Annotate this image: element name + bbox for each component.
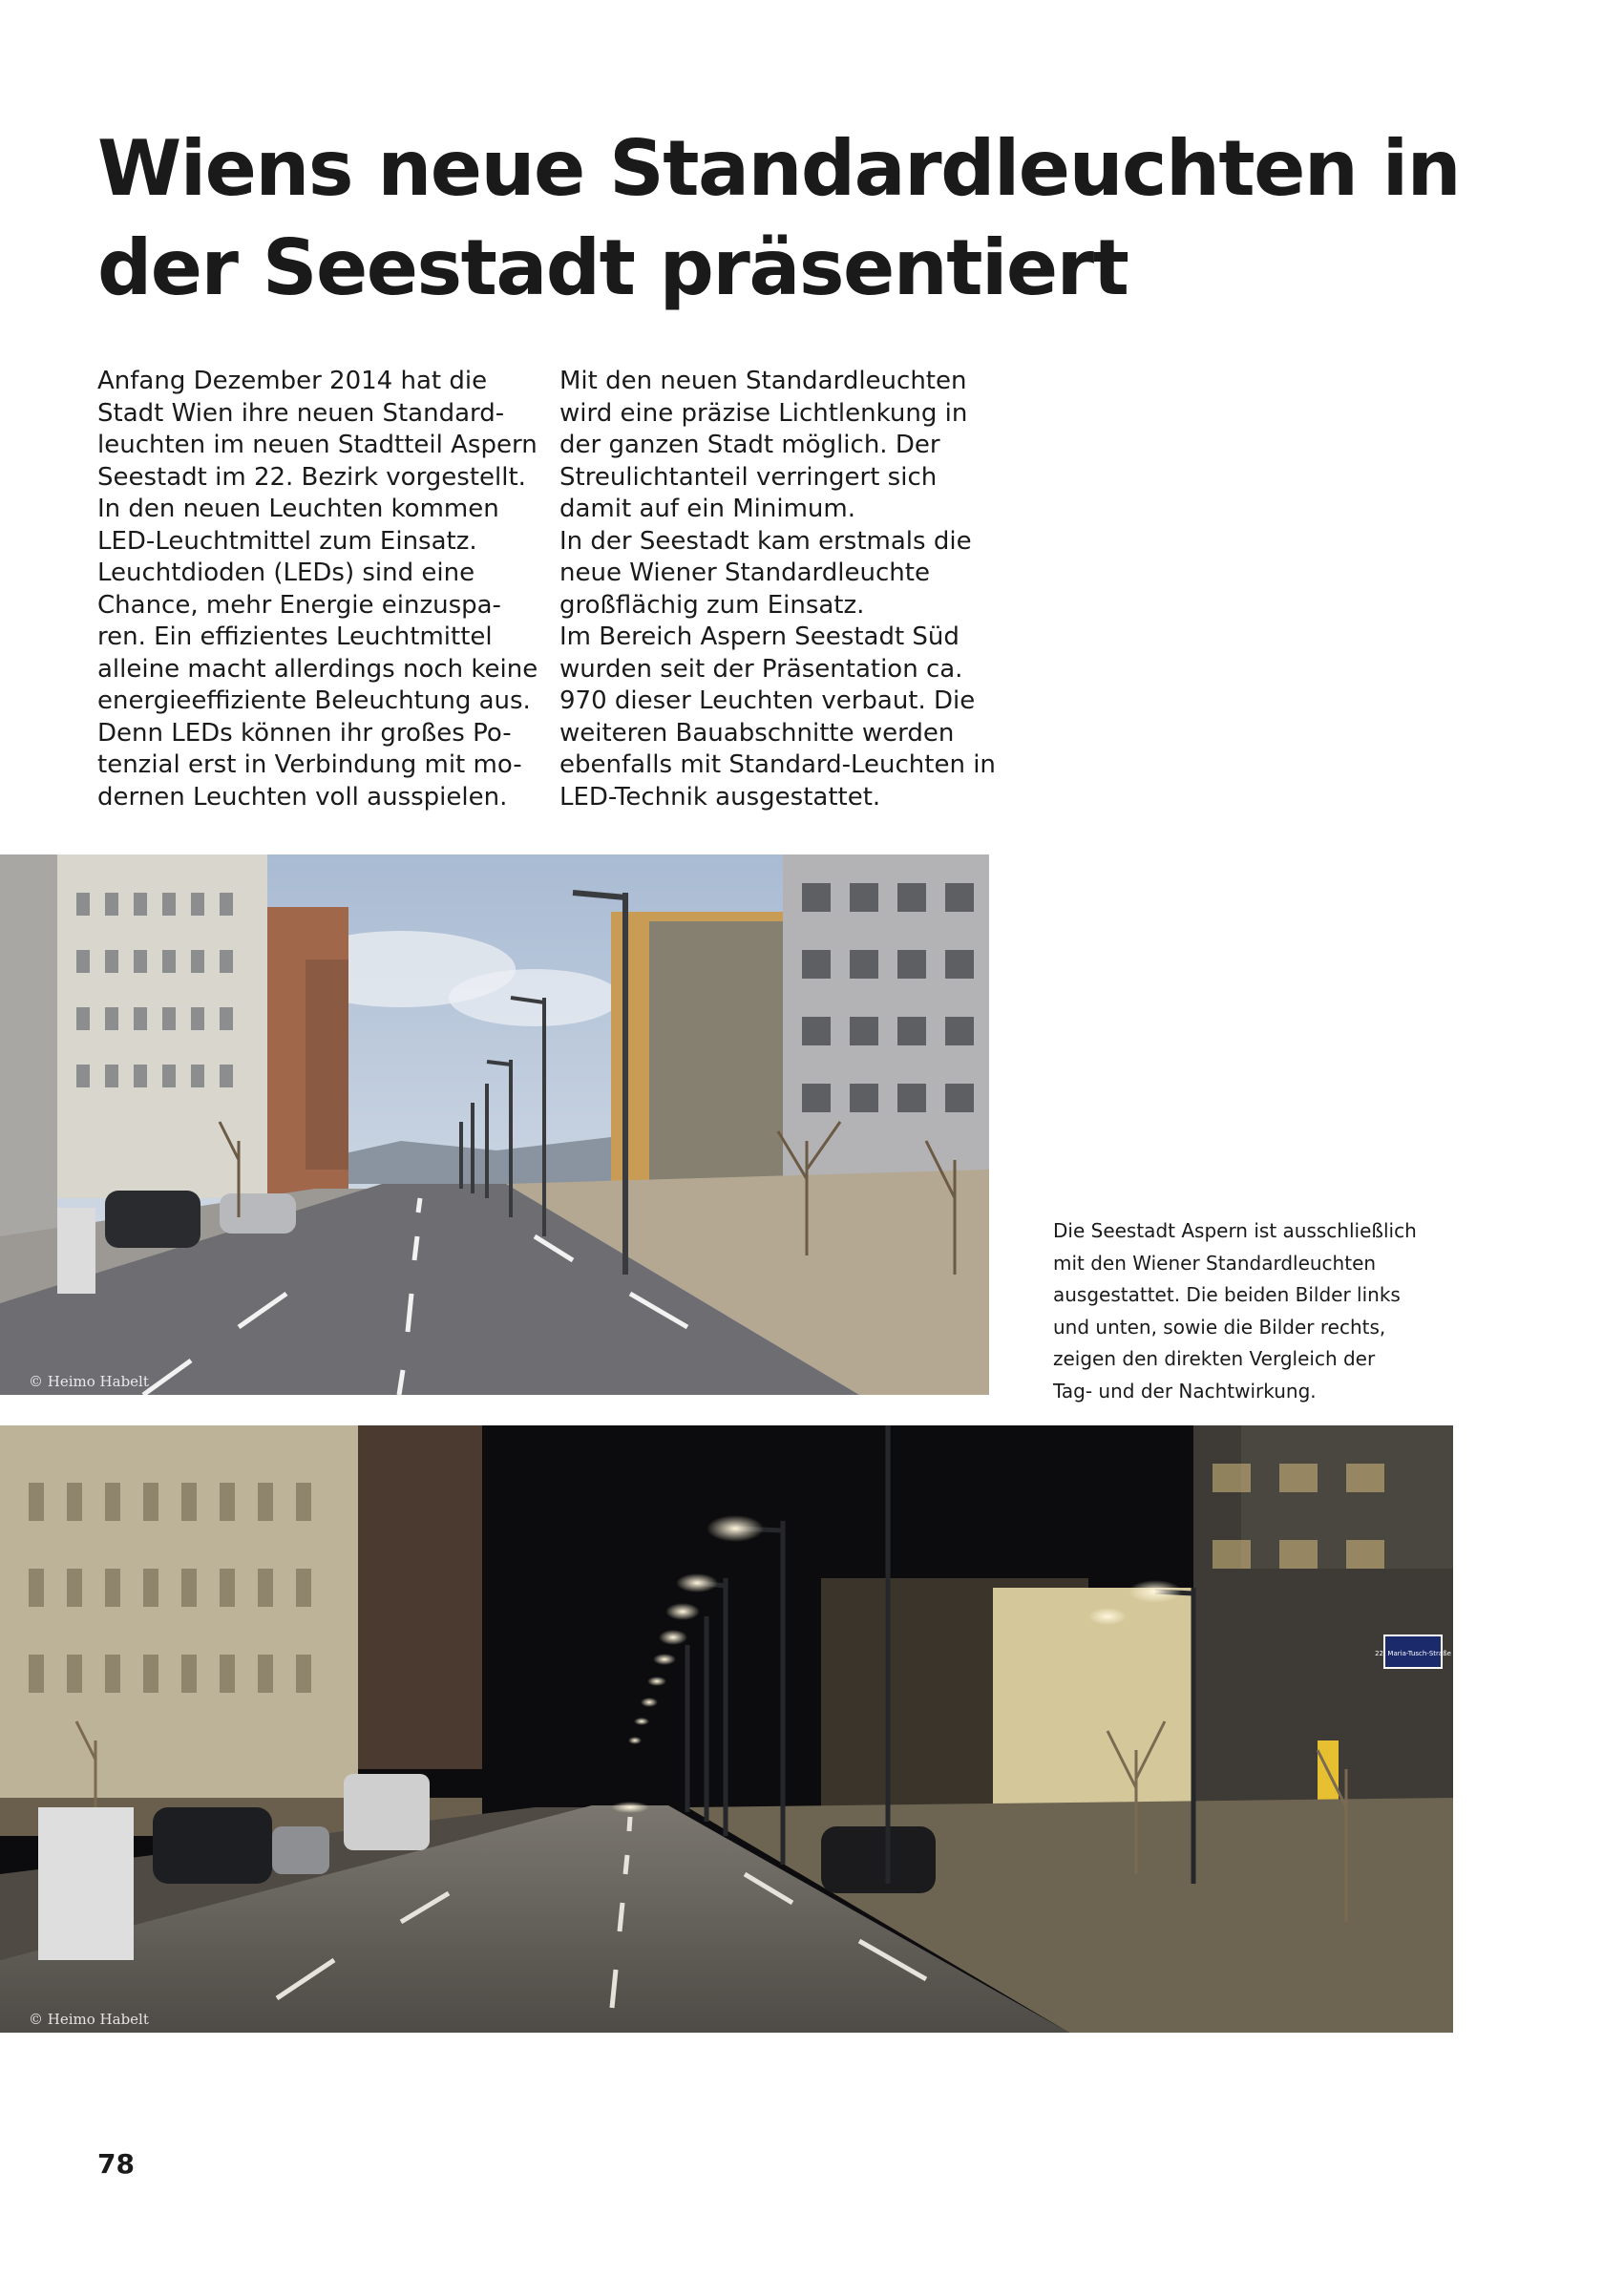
body-column-left: Anfang Dezember 2014 hat die Stadt Wien ihre neuen Standard- leuchten im neuen Stadtteil Aspern Seestadt im 22. Bezirk vorgestellt. In den neuen Leuchten kommen LED-Leuchtmittel zum Einsatz. Leuchtdioden (LEDs) sind eine Chance, mehr Energie einzuspa- ren. Ein effizientes Leuchtmittel alleine macht allerdings noch keine energieeffiziente Beleuchtung aus. Denn LEDs können ihr großes Po- tenzial erst in Verbindung mit mo- dernen Leuchten voll ausspielen. (97, 367, 538, 812)
article-title: Wiens neue Standardleuchten in der Seestadt präsentiert (97, 124, 1461, 312)
body-column-right: Mit den neuen Standardleuchten wird eine präzise Lichtlenkung in der ganzen Stadt möglich. Der Streulichtanteil verringert sich damit auf ein Minimum. In der Seestadt kam erstmals die neue Wiener Standardleuchte großflächig zum Einsatz. Im Bereich Aspern Seestadt Süd wurden seit der Präsentation ca. 970 dieser Leuchten verbaut. Die weiteren Bauabschnitte werden ebenfalls mit Standard-Leuchten in LED-Technik ausgestattet. (559, 367, 996, 812)
page-number: 78 (97, 2148, 135, 2180)
day-street-photo (0, 854, 989, 1395)
photo-caption: Die Seestadt Aspern ist ausschließlich mit den Wiener Standardleuchten ausgestattet. Die beiden Bilder links und unten, sowie die Bilder rechts, zeigen den direkten Vergleich der Tag- und der Nachtwirkung. (1053, 1219, 1417, 1403)
night-street-photo (0, 1425, 1453, 2033)
day-photo-credit: © Heimo Habelt (29, 1373, 149, 1390)
night-photo-credit: © Heimo Habelt (29, 2011, 149, 2028)
street-sign-text: 22, Maria-Tusch-Straße (1375, 1650, 1451, 1657)
